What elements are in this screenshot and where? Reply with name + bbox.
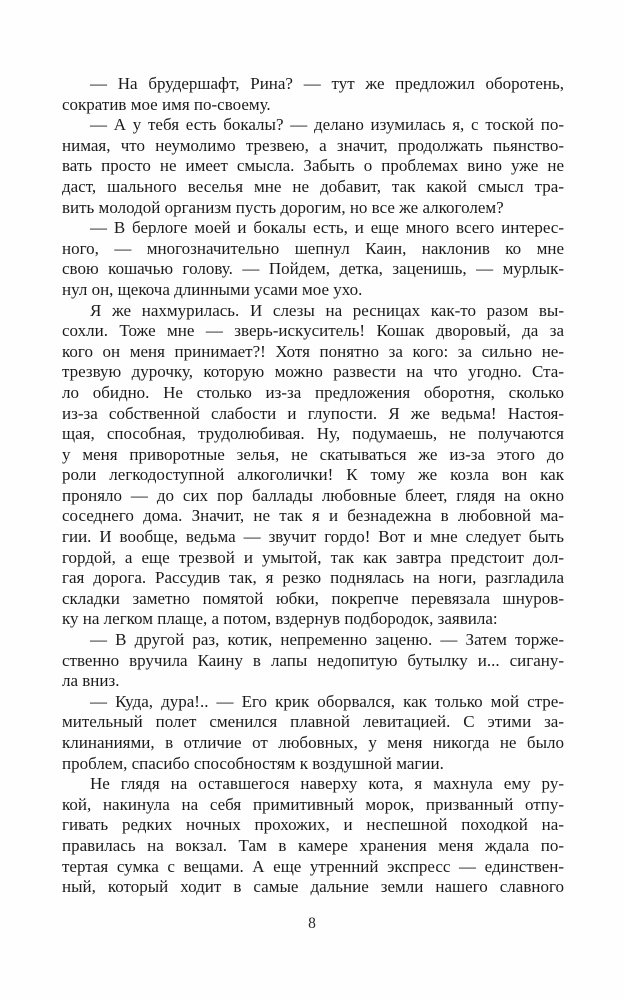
text-line: мительный полет сменился плавной левитацией. С этими за- [62, 712, 564, 732]
text-line: вать просто не имеет смысла. Забыть о проблемах вино уже не [62, 156, 564, 176]
text-line: даст, шального веселья мне не добавит, так какой смысл тра- [62, 176, 564, 196]
text-line: — А у тебя есть бокалы? — делано изумилась я, с тоской по- [90, 115, 564, 135]
text-line: кого он меня принимает?! Хотя понятно за кого: за сильно не- [62, 341, 564, 361]
text-line: ло обидно. Не столько из-за предложения оборотня, сколько [62, 382, 564, 402]
text-line: — Куда, дура!.. — Его крик оборвался, как только мой стре- [90, 691, 564, 711]
text-line: свою кошачью голову. — Пойдем, детка, заценишь, — мурлык- [62, 259, 564, 279]
text-line: сохли. Тоже мне — зверь-искуситель! Кошак дворовый, да за [62, 321, 564, 341]
text-line: ственно вручила Каину в лапы недопитую бутылку и... сигану- [62, 650, 564, 670]
text-block [62, 74, 564, 898]
text-line: тертая сумка с вещами. А еще утренний экспресс — единствен- [62, 856, 564, 876]
text-line: из-за собственной слабости и глупости. Я же ведьма! Настоя- [62, 403, 564, 423]
text-line: клинаниями, в отличие от любовных, у меня никогда не было [62, 733, 564, 752]
text-line: ного, — многозначительно шепнул Каин, наклонив ко мне [62, 238, 564, 258]
text-line: у меня приворотные зелья, не скатываться же из-за этого до [62, 444, 564, 464]
text-line: гордой, а еще трезвой и умытой, так как завтра предстоит дол- [62, 547, 564, 567]
text-line: — На брудершафт, Рина? — тут же предложил оборотень, [90, 74, 564, 93]
text-line: ный, который ходит в самые дальние земли нашего славного [62, 877, 564, 897]
text-line: Я же нахмурилась. И слезы на ресницах как-то разом вы- [90, 300, 564, 320]
text-line: — В другой раз, котик, непременно заценю. — Затем торже- [90, 630, 564, 650]
text-line: кой, накинула на себя примитивный морок, призванный отпу- [62, 794, 564, 814]
paragraph [62, 115, 564, 218]
paragraph [62, 218, 564, 300]
paragraph [62, 692, 564, 774]
text-line: правилась на вокзал. Там в камере хранения меня ждала по- [62, 835, 564, 855]
text-line: гии. И вообще, ведьма — звучит гордо! Вот и мне следует быть [62, 527, 564, 547]
paragraph [62, 74, 564, 115]
text-line: Не глядя на оставшегося наверху кота, я махнула ему ру- [90, 774, 564, 794]
text-line: роли легкодоступной алкоголички! К тому же козла вон как [62, 465, 564, 485]
text-line: ку на легком плаще, а потом, вздернув подбородок, заявила: [62, 609, 498, 629]
text-line: проняло — до сих пор баллады любовные блеет, глядя на окно [62, 485, 564, 505]
text-line: соседнего дома. Значит, не так я и безнадежна в любовной ма- [62, 506, 564, 526]
text-line: нул он, щекоча длинными усами мое ухо. [62, 279, 363, 299]
text-line: нимая, что неумолимо трезвею, а значит, продолжать пьянство- [62, 135, 564, 155]
text-line: ла вниз. [62, 671, 120, 691]
paragraph [62, 630, 564, 692]
text-line: — В берлоге моей и бокалы есть, и еще много всего интерес- [90, 218, 564, 238]
text-line: вить молодой организм пусть дорогим, но все же алкоголем? [62, 197, 504, 217]
page-number: 8 [308, 915, 316, 932]
text-line: проблем, спасибо способностям к воздушной магии. [62, 753, 444, 773]
text-line: трезвую дурочку, которую можно развести на что угодно. Ста- [62, 362, 564, 382]
text-line: складки заметно помятой юбки, покрепче перевязала шнуров- [62, 588, 564, 608]
text-line: сократив мое имя по-своему. [62, 94, 271, 114]
paragraph [62, 301, 564, 631]
text-line: гивать редких ночных прохожих, и неспешной походкой на- [62, 815, 564, 835]
text-line: щая, способная, трудолюбивая. Ну, подумаешь, не получаются [62, 424, 564, 444]
paragraph [62, 774, 564, 898]
text-line: гая дорога. Рассудив так, я резко поднялась на ноги, разгладила [62, 568, 564, 588]
